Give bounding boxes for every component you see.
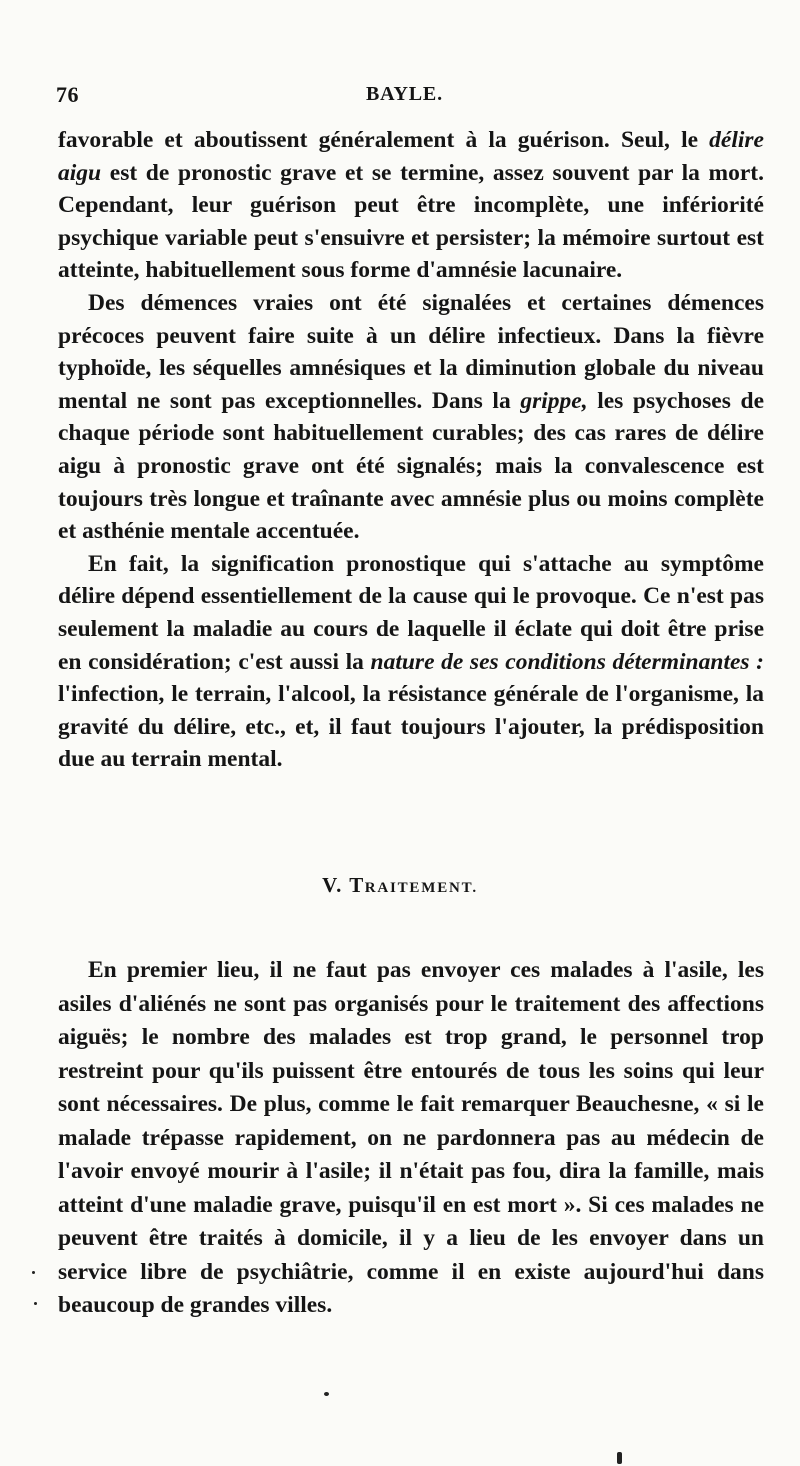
body-text [58, 124, 764, 776]
paragraph-1-italic: délire aigu [58, 127, 764, 186]
section-number: V. [322, 873, 343, 897]
paragraph-1 [58, 124, 764, 287]
section-heading [0, 873, 800, 898]
paragraph-2-text-a: Des démences vraies ont été signalées et certaines démences précoces peuvent faire suite à un délire infectieux. Dans la fièvre typhoïde, les séquelles amnésiques et la diminution globale du niveau mental ne sont pas exceptionnelles. Dans la [58, 289, 764, 414]
page-number: 76 [56, 82, 79, 107]
print-speck [324, 1392, 329, 1396]
paragraph-4: En premier lieu, il ne faut pas envoyer ces malades à l'asile, les asiles d'aliénés ne sont pas organisés pour le traitement des affections aiguës; le nombre des malades est trop grand, le personnel trop restreint pour qu'ils puissent être entourés de tous les soins qui leur sont nécessaires. De plus, comme le fait remarquer Beauchesne, « si le malade trépasse rapidement, on ne pardonnera pas au médecin de l'avoir envoyé mourir à l'asile; il n'était pas fou, dira la famille, mais atteint d'une maladie grave, puisqu'il en est mort ». Si ces malades ne peuvent être traités à domicile, il y a lieu de les envoyer dans un service libre de psychiâtrie, comme il en existe aujourd'hui dans beaucoup de grandes villes. [58, 957, 764, 1318]
page-header [56, 82, 764, 112]
running-head: BAYLE. [366, 83, 443, 105]
paragraph-3 [58, 548, 764, 776]
print-speck [34, 1302, 37, 1305]
paragraph-3-text-b: l'infection, le terrain, l'alcool, la résistance générale de l'organisme, la gravité du délire, etc., et, il faut toujours l'ajouter, la prédisposition due au terrain mental. [58, 681, 764, 773]
section-title-initial: T [349, 873, 365, 897]
paragraph-1-text-b: est de pronostic grave et se termine, assez souvent par la mort. Cependant, leur guérison peut être incomplète, une infériorité psychique variable peut s'ensuivre et persister; la mémoire surtout est atteinte, habituellement sous forme d'amnésie lacunaire. [58, 159, 764, 284]
paragraph-1-text-a: favorable et aboutissent généralement à la guérison. Seul, le [58, 127, 710, 153]
print-speck [32, 1271, 35, 1274]
body-text-2 [58, 954, 764, 1323]
paragraph-2 [58, 287, 764, 548]
paragraph-2-text-b: les psychoses de chaque période sont habituellement curables; des cas rares de délire aigu à pronostic grave ont été signalés; mais la convalescence est toujours très longue et traînante avec amnésie plus ou moins complète et asthénie mentale accentuée. [58, 387, 764, 545]
paragraph-3-italic: nature de ses conditions déterminantes : [370, 648, 764, 675]
section-title-rest: RAITEMENT. [364, 880, 478, 896]
print-speck [617, 1452, 622, 1464]
paragraph-3-text-a: En fait, la signification pronostique qui s'attache au symptôme délire dépend essentiellement de la cause qui le provoque. Ce n'est pas seulement la maladie au cours de laquelle il éclate qui doit être prise en considération; c'est aussi la [58, 550, 764, 675]
paragraph-2-italic: grippe, [520, 387, 588, 414]
